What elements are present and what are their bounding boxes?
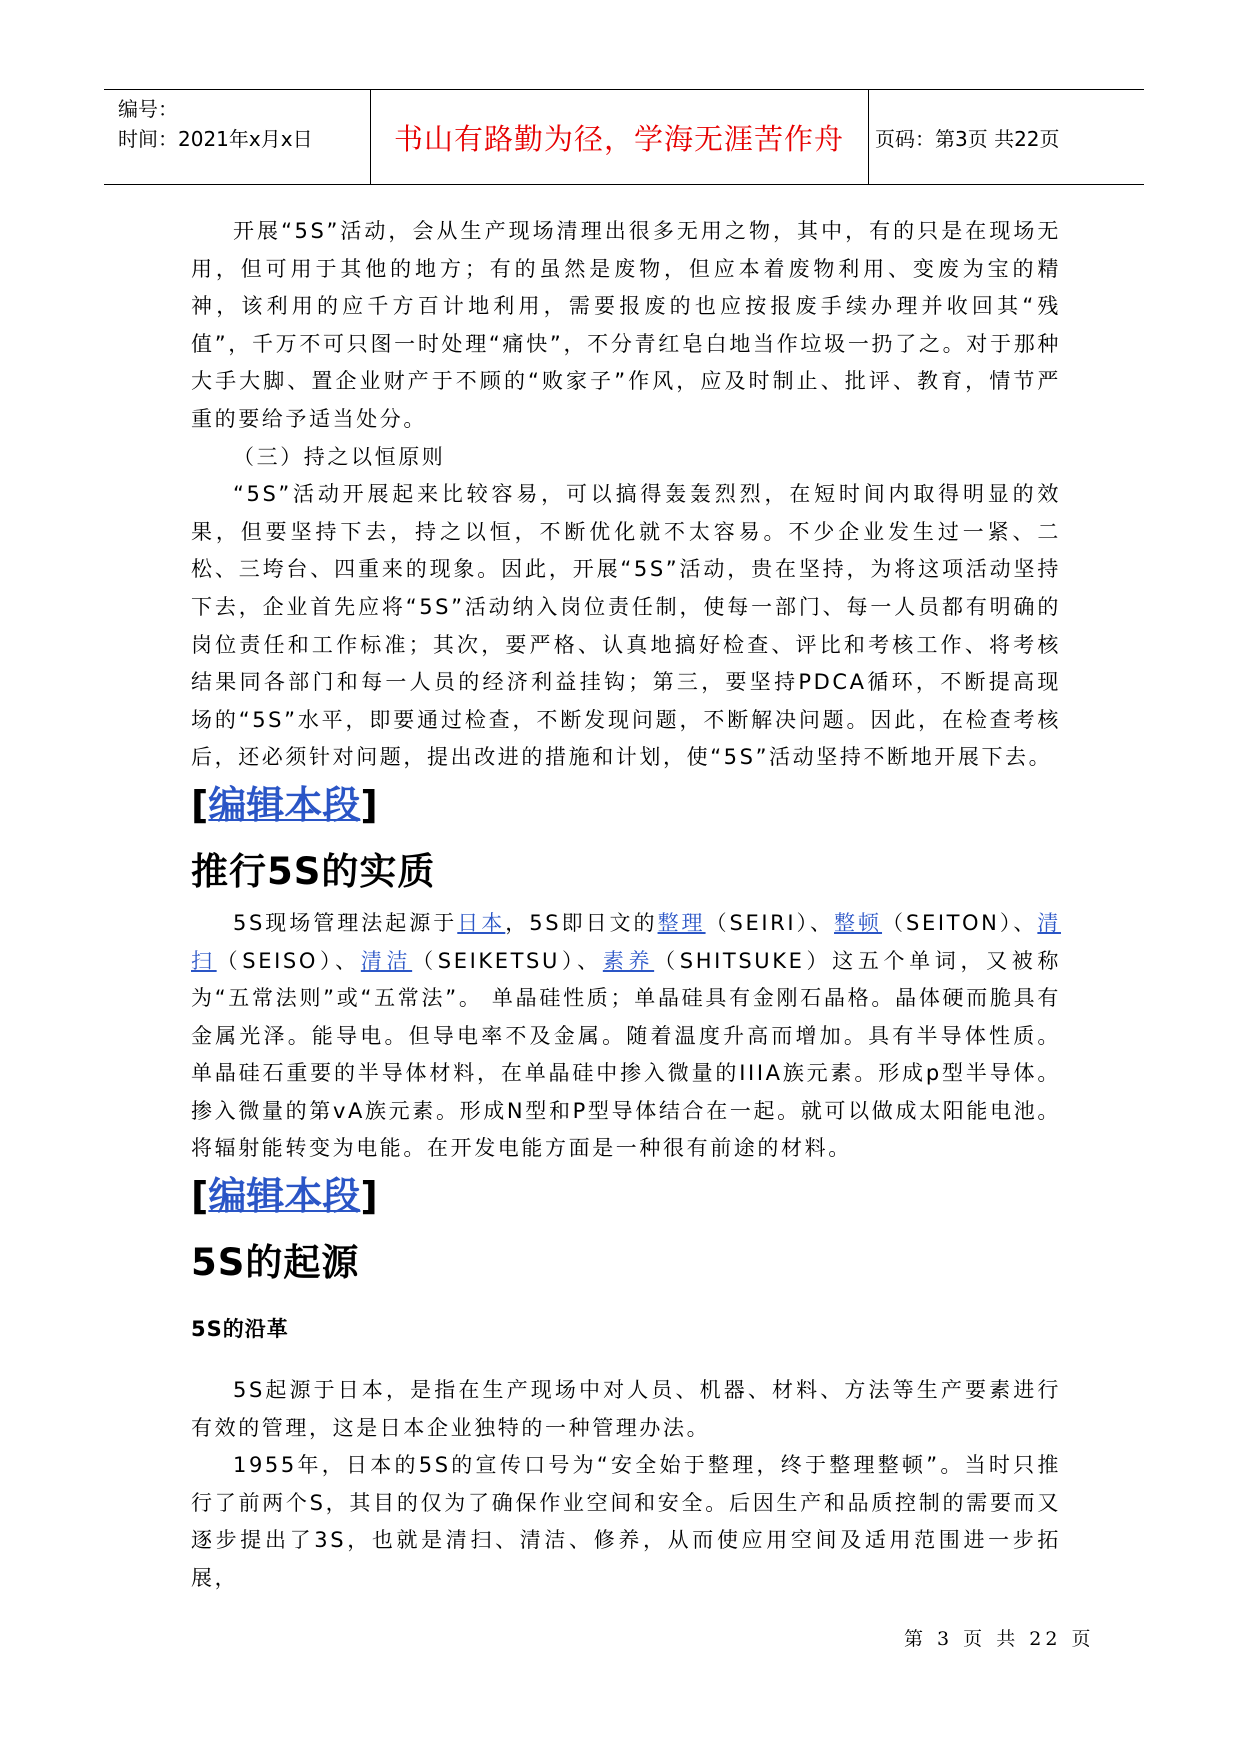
link-seiri[interactable]: 整理 <box>657 910 706 935</box>
paragraph: 1955年，日本的5S的宣传口号为“安全始于整理，终于整理整顿”。当时只推行了前两个S，其目的仅为了确保作业空间和安全。后因生产和品质控制的需要而又逐步提出了3S，也就是清扫、清洁、修养，从而使应用空间及适用范围进一步拓展， <box>191 1453 1061 1591</box>
text-run: （SEISO）、 <box>216 948 361 973</box>
footer-page-number: 第 3 页 共 22 页 <box>904 1628 1095 1650</box>
header-meta <box>118 94 368 154</box>
link-seiton[interactable]: 整顿 <box>834 910 883 935</box>
bracket-open: [ <box>191 782 209 827</box>
header-divider <box>868 90 869 184</box>
text-run: （SEIRI）、 <box>705 910 835 935</box>
subsection-heading-history: 5S的沿革 <box>191 1317 289 1342</box>
section-heading-origin: 5S的起源 <box>191 1241 360 1285</box>
text-run: （SEITON）、 <box>882 910 1038 935</box>
paragraph: 开展“5S”活动，会从生产现场清理出很多无用之物，其中，有的只是在现场无用，但可用于其他的地方；有的虽然是废物，但应本着废物利用、变废为宝的精神，该利用的应千方百计地利用，需要报废的也应按报废手续办理并收回其“残值”，千万不可只图一时处理“痛快”，不分青红皂白地当作垃圾一扔了之。对于那种大手大脚、置企业财产于不顾的“败家子”作风，应及时制止、批评、教育，情节严重的要给予适当处分。 <box>191 219 1061 431</box>
link-shitsuke[interactable]: 素养 <box>602 948 655 973</box>
paragraph <box>191 905 1061 1168</box>
document-body <box>191 213 1061 1598</box>
header-table <box>104 89 1144 185</box>
edit-section-link <box>191 1174 1061 1218</box>
bracket-open: [ <box>191 1174 209 1219</box>
edit-section-button[interactable]: 编辑本段 <box>208 782 361 827</box>
section-heading-essence: 推行5S的实质 <box>191 849 436 893</box>
paragraph: 5S起源于日本，是指在生产现场中对人员、机器、材料、方法等生产要素进行有效的管理，这是日本企业独特的一种管理办法。 <box>191 1378 1061 1440</box>
paragraph: “5S”活动开展起来比较容易，可以搞得轰轰烈烈，在短时间内取得明显的效果，但要坚持下去，持之以恒，不断优化就不太容易。不少企业发生过一紧、二松、三垮台、四重来的现象。因此，开展“5S”活动，贵在坚持，为将这项活动坚持下去，企业首先应将“5S”活动纳入岗位责任制，使每一部门、每一人员都有明确的岗位责任和工作标准；其次，要严格、认真地搞好检查、评比和考核工作、将考核结果同各部门和每一人员的经济利益挂钩；第三，要坚持PDCA循环，不断提高现场的“5S”水平，即要通过检查，不断发现问题，不断解决问题。因此，在检查考核后，还必须针对问题，提出改进的措施和计划，使“5S”活动坚持不断地开展下去。 <box>191 482 1061 770</box>
header-page-number: 页码：第3页 共22页 <box>875 126 1060 151</box>
bracket-close: ] <box>360 1174 378 1219</box>
edit-section-button[interactable]: 编辑本段 <box>208 1174 361 1219</box>
text-run: ，5S即日文的 <box>505 910 658 935</box>
paragraph-subheading: （三）持之以恒原则 <box>233 444 446 469</box>
text-run: （SEIKETSU）、 <box>412 948 603 973</box>
text-run: 5S现场管理法起源于 <box>233 910 458 935</box>
text-run: （SHITSUKE）这五个单词，又被称为“五常法则”或“五常法”。 单晶硅性质；单晶硅具有金刚石晶格。晶体硬而脆具有金属光泽。能导电。但导电率不及金属。随着温度升高而增加。具有半导体性质。单晶硅石重要的半导体材料，在单晶硅中掺入微量的IIIA族元素。形成p型半导体。掺入微量的第vA族元素。形成N型和P型导体结合在一起。就可以做成太阳能电池。将辐射能转变为电能。在开发电能方面是一种很有前途的材料。 <box>191 948 1062 1161</box>
edit-section-link <box>191 783 1061 827</box>
header-motto: 书山有路勤为径，学海无涯苦作舟 <box>393 121 844 156</box>
link-seiso[interactable]: 清扫 <box>191 910 1061 973</box>
link-seiketsu[interactable]: 清洁 <box>360 948 413 973</box>
document-time-label: 时间：2021年x月x日 <box>118 127 313 151</box>
bracket-close: ] <box>360 782 378 827</box>
document-number-label: 编号： <box>118 97 178 121</box>
link-japan[interactable]: 日本 <box>457 910 506 935</box>
